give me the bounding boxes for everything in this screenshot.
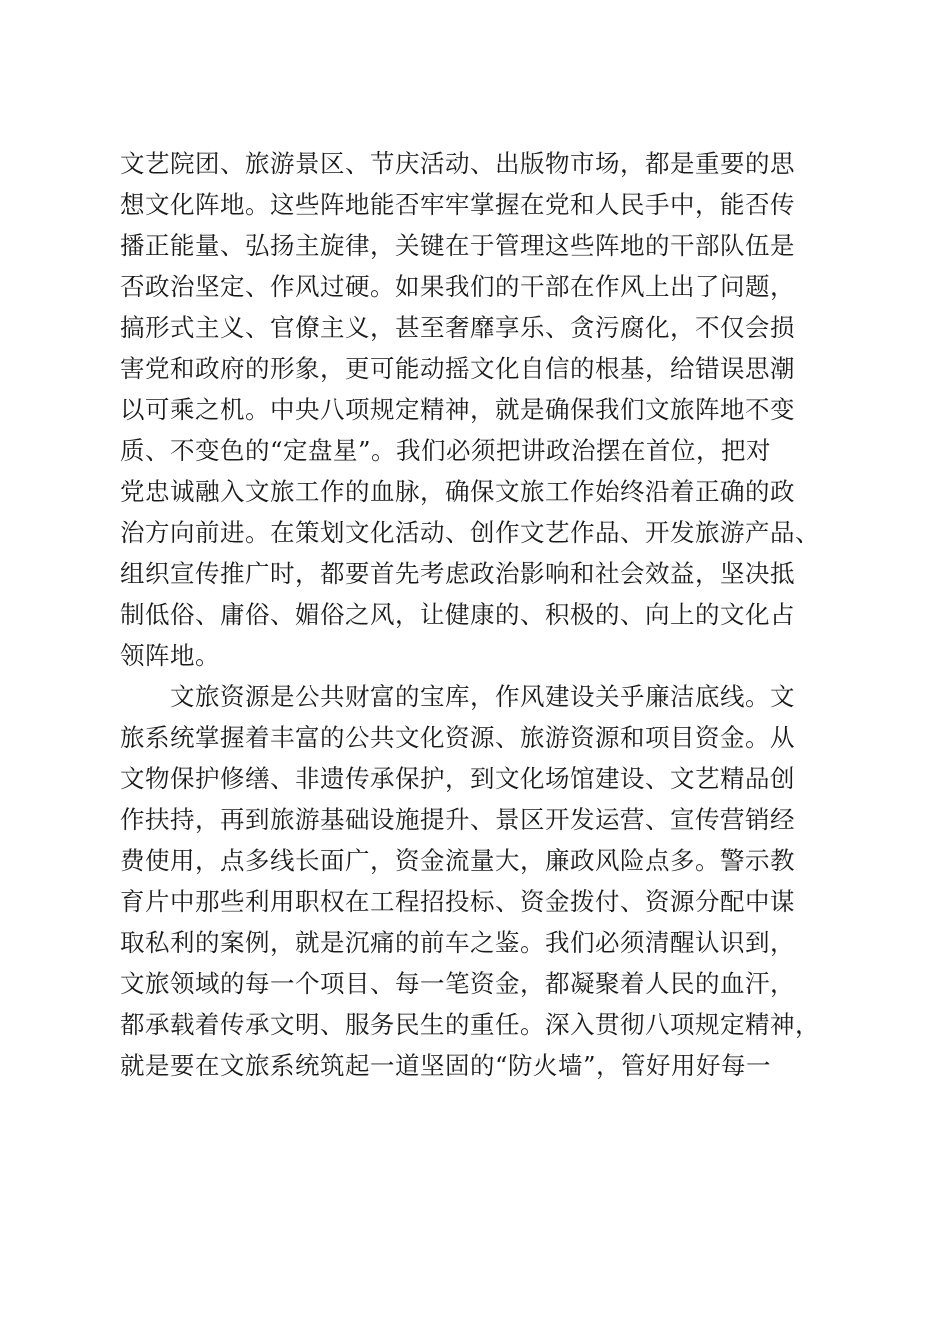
text-line: 取私利的案例，就是沉痛的前车之鉴。我们必须清醒认识到， [120,928,795,957]
paragraph-1 [120,143,840,676]
text-line: 害党和政府的形象，更可能动摇文化自信的根基，给错误思潮 [120,354,795,383]
text-line: 搞形式主义、官僚主义，甚至奢靡享乐、贪污腐化，不仅会损 [120,313,795,342]
text-line: 文物保护修缮、非遗传承保护，到文化场馆建设、文艺精品创 [120,764,795,793]
text-line: 否政治坚定、作风过硬。如果我们的干部在作风上出了问题， [120,272,795,301]
text-line: 旅系统掌握着丰富的公共文化资源、旅游资源和项目资金。从 [120,723,795,752]
text-line: 就是要在文旅系统筑起一道坚固的“防火墙”，管好用好每一 [120,1051,772,1080]
text-line: 想文化阵地。这些阵地能否牢牢掌握在党和人民手中，能否传 [120,190,795,219]
text-line: 作扶持，再到旅游基础设施提升、景区开发运营、宣传营销经 [120,805,795,834]
text-line: 文旅资源是公共财富的宝库，作风建设关乎廉洁底线。文 [120,682,795,711]
text-line: 组织宣传推广时，都要首先考虑政治影响和社会效益，坚决抵 [120,559,795,588]
text-line: 费使用，点多线长面广，资金流量大，廉政风险点多。警示教 [120,846,795,875]
text-line: 文旅领域的每一个项目、每一笔资金，都凝聚着人民的血汗， [120,969,795,998]
text-line: 质、不变色的“定盘星”。我们必须把讲政治摆在首位，把对 [120,436,772,465]
body-text [120,143,840,1086]
text-line: 制低俗、庸俗、媚俗之风，让健康的、积极的、向上的文化占 [120,600,795,629]
text-line: 都承载着传承文明、服务民生的重任。深入贯彻八项规定精神， [120,1010,820,1039]
text-line: 文艺院团、旅游景区、节庆活动、出版物市场，都是重要的思 [120,149,795,178]
text-line: 以可乘之机。中央八项规定精神，就是确保我们文旅阵地不变 [120,395,795,424]
text-line: 治方向前进。在策划文化活动、创作文艺作品、开发旅游产品、 [120,518,820,547]
paragraph-2 [120,676,840,1086]
text-line: 播正能量、弘扬主旋律，关键在于管理这些阵地的干部队伍是 [120,231,795,260]
text-line: 育片中那些利用职权在工程招投标、资金拨付、资源分配中谋 [120,887,795,916]
text-line: 党忠诚融入文旅工作的血脉，确保文旅工作始终沿着正确的政 [120,477,795,506]
text-line: 领阵地。 [120,641,220,670]
